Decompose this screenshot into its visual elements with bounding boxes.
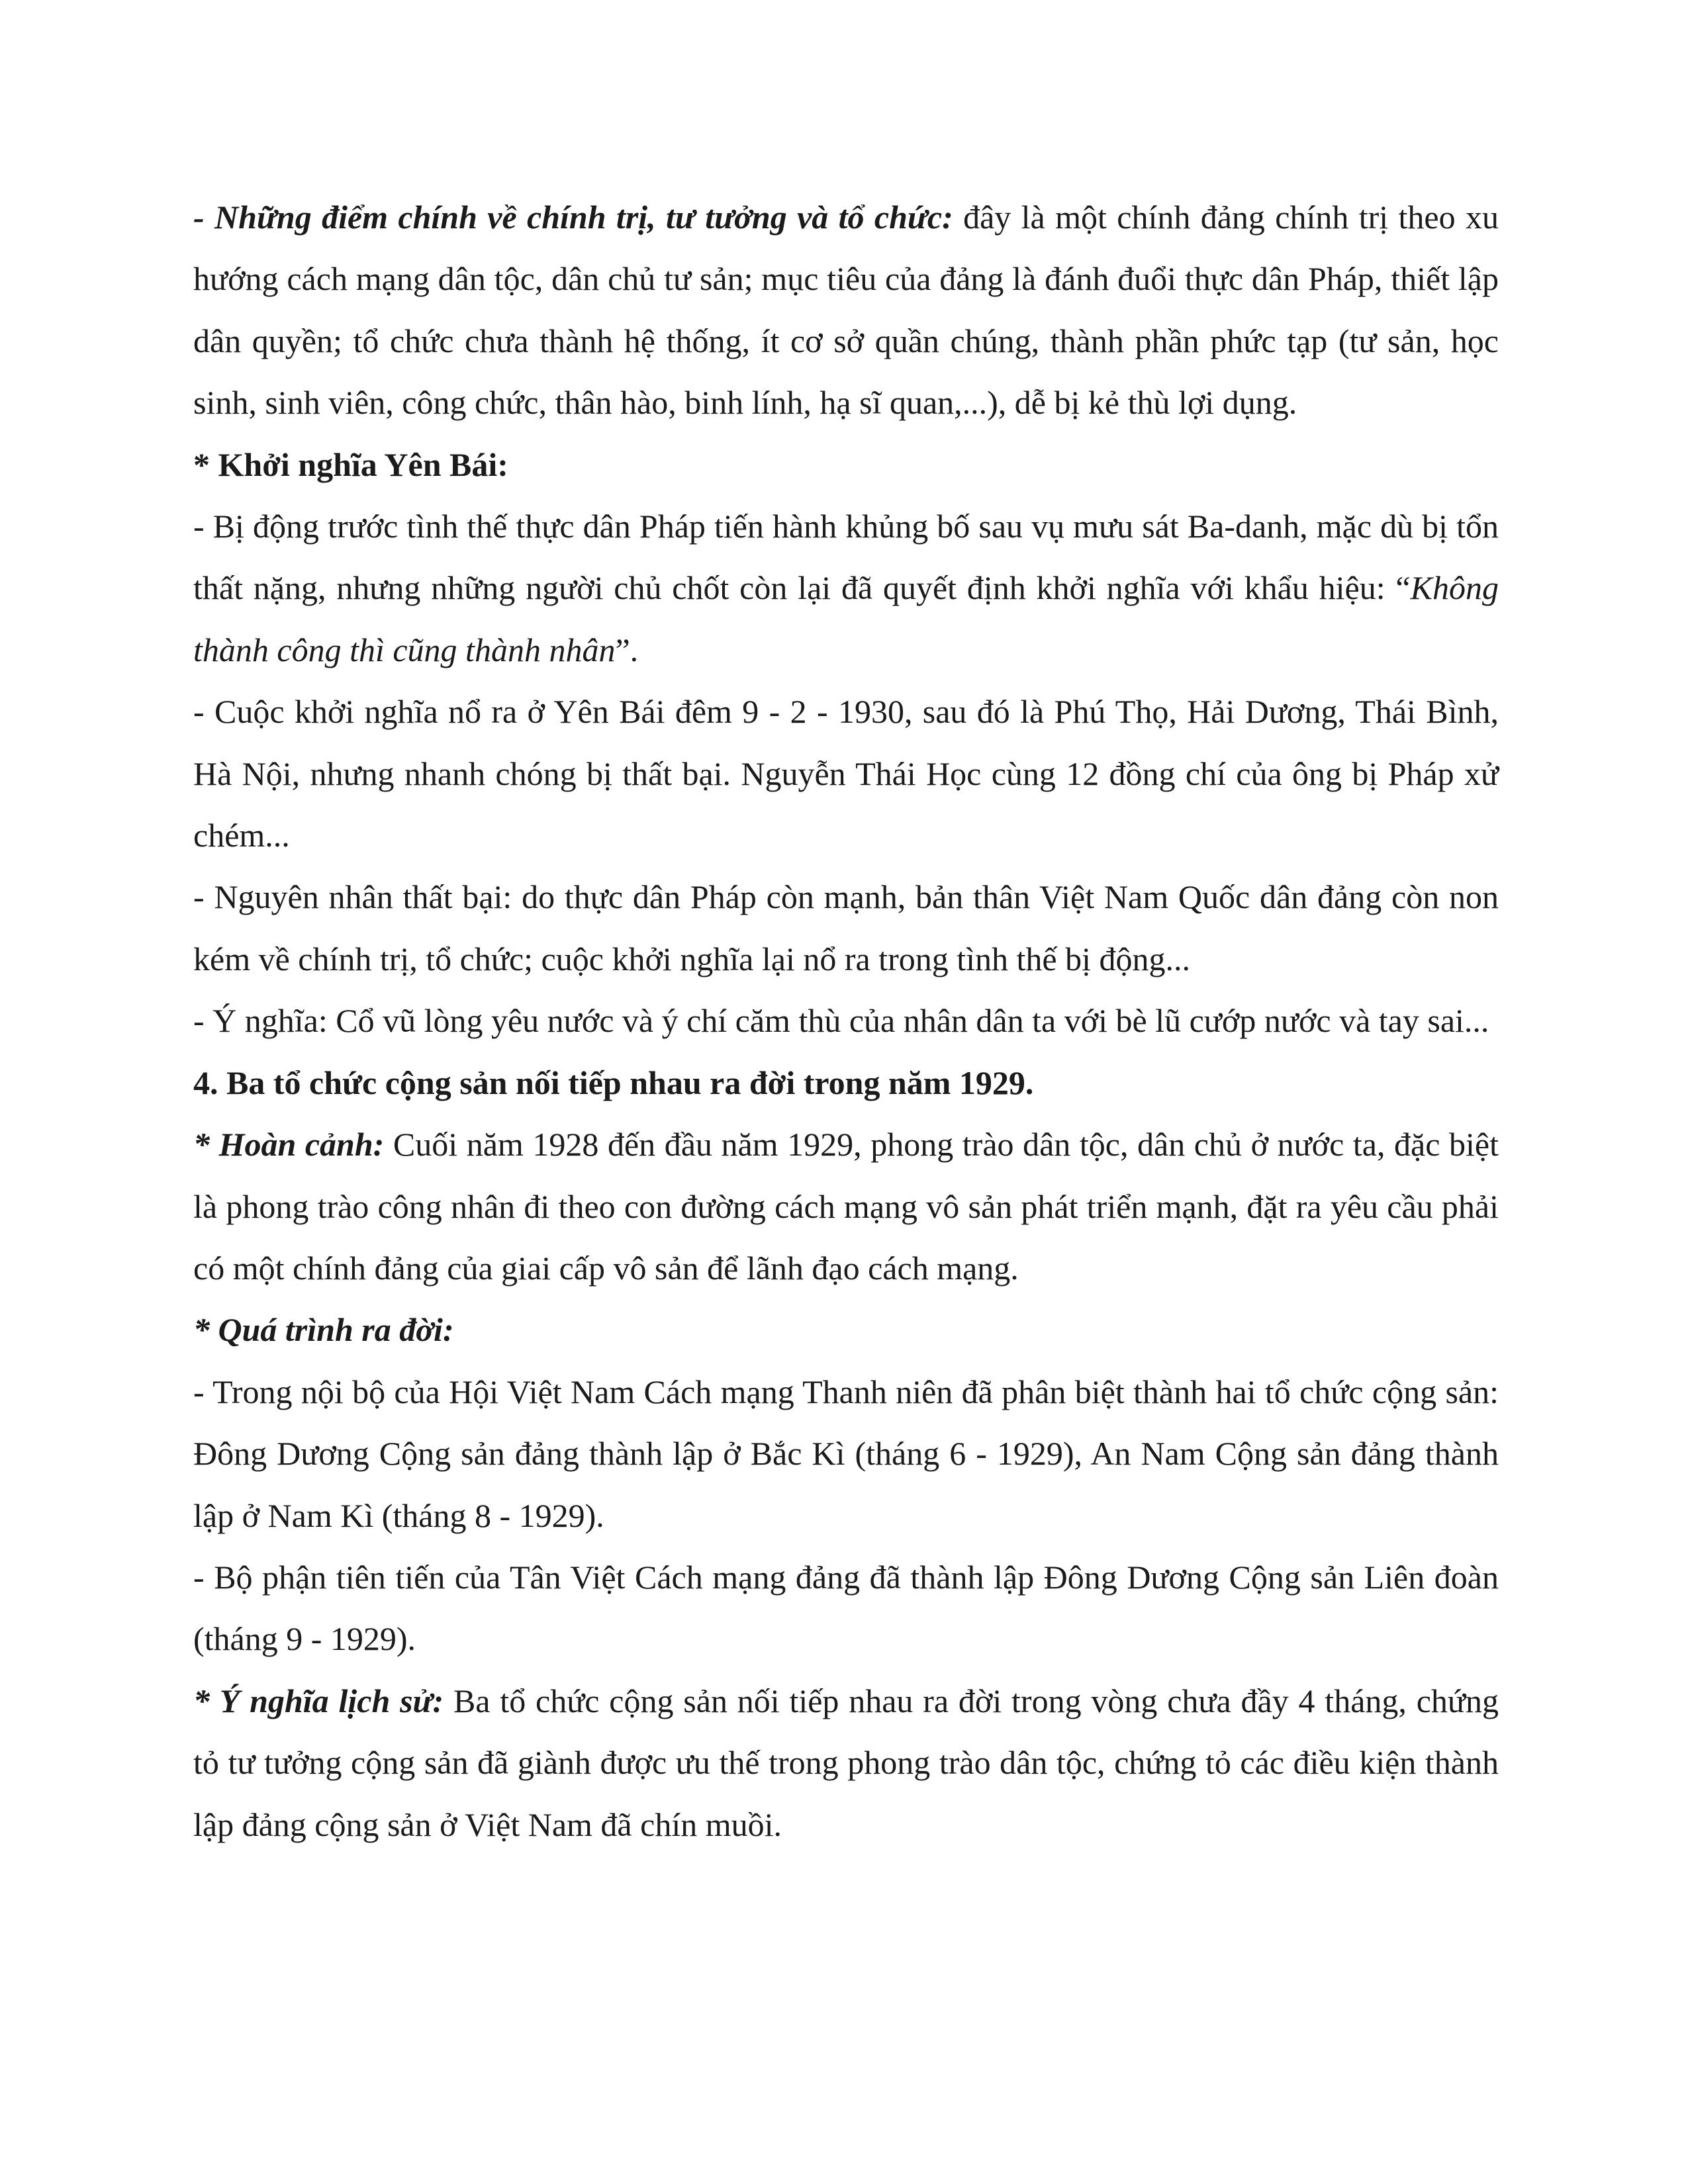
text-historical-significance: Ba tổ chức cộng sản nối tiếp nhau ra đời trong vòng chưa đầy 4 tháng, chứng tỏ tư tưởng cộng sản đã giành được ưu thế trong phong trào dân tộc, chứng tỏ các điều kiện thành lập đảng cộng sản ở Việt Nam đã chín muồi.: [193, 1682, 1499, 1843]
text-uprising-decision: - Bị động trước tình thế thực dân Pháp tiến hành khủng bố sau vụ mưu sát Ba-danh, mặc dù bị tổn thất nặng, nhưng những người chủ chốt còn lại đã quyết định khởi nghĩa với khẩu hiệu: “: [193, 508, 1499, 607]
heading-section-4: 4. Ba tổ chức cộng sản nối tiếp nhau ra đời trong năm 1929.: [193, 1064, 1034, 1101]
paragraph-two-organizations: - Trong nội bộ của Hội Việt Nam Cách mạng Thanh niên đã phân biệt thành hai tổ chức cộng sản: Đông Dương Cộng sản đảng thành lập ở Bắc Kì (tháng 6 - 1929), An Nam Cộng sản đảng thành lập ở Nam Kì (tháng 8 - 1929).: [193, 1373, 1499, 1534]
paragraph-uprising-decision: [193, 496, 1499, 681]
paragraph-uprising-events: - Cuộc khởi nghĩa nổ ra ở Yên Bái đêm 9 - 2 - 1930, sau đó là Phú Thọ, Hải Dương, Thái Bình, Hà Nội, nhưng nhanh chóng bị thất bại. Nguyễn Thái Học cùng 12 đồng chí của ông bị Pháp xử chém...: [193, 693, 1499, 854]
paragraph-context: [193, 1114, 1499, 1299]
paragraph-historical-significance: [193, 1670, 1499, 1856]
paragraph-failure-causes: - Nguyên nhân thất bại: do thực dân Pháp còn mạnh, bản thân Việt Nam Quốc dân đảng còn non kém về chính trị, tổ chức; cuộc khởi nghĩa lại nổ ra trong tình thế bị động...: [193, 878, 1499, 978]
heading-formation-process: * Quá trình ra đời:: [193, 1311, 454, 1349]
paragraph-political-points: [193, 187, 1499, 434]
slogan-text: Không thành công thì cũng thành nhân: [193, 569, 1499, 668]
lead-historical-significance: * Ý nghĩa lịch sử:: [193, 1682, 444, 1719]
lead-political-points: - Những điểm chính về chính trị, tư tưởng và tổ chức:: [193, 199, 953, 236]
paragraph-significance: - Ý nghĩa: Cổ vũ lòng yêu nước và ý chí căm thù của nhân dân ta với bè lũ cướp nước và tay sai...: [193, 1002, 1489, 1040]
text-political-points: đây là một chính đảng chính trị theo xu hướng cách mạng dân tộc, dân chủ tư sản; mục tiêu của đảng là đánh đuổi thực dân Pháp, thiết lập dân quyền; tổ chức chưa thành hệ thống, ít cơ sở quần chúng, thành phần phức tạp (tư sản, học sinh, sinh viên, công chức, thân hào, binh lính, hạ sĩ quan,...), dễ bị kẻ thù lợi dụng.: [193, 199, 1499, 422]
paragraph-third-organization: - Bộ phận tiên tiến của Tân Việt Cách mạng đảng đã thành lập Đông Dương Cộng sản Liên đoàn (tháng 9 - 1929).: [193, 1558, 1499, 1658]
slogan-close-quote: ”.: [615, 631, 639, 668]
lead-context: * Hoàn cảnh:: [193, 1126, 385, 1163]
document-page: [193, 187, 1499, 1856]
heading-yen-bai-uprising: * Khởi nghĩa Yên Bái:: [193, 445, 508, 483]
text-context: Cuối năm 1928 đến đầu năm 1929, phong trào dân tộc, dân chủ ở nước ta, đặc biệt là phong trào công nhân đi theo con đường cách mạng vô sản phát triển mạnh, đặt ra yêu cầu phải có một chính đảng của giai cấp vô sản để lãnh đạo cách mạng.: [193, 1126, 1499, 1287]
